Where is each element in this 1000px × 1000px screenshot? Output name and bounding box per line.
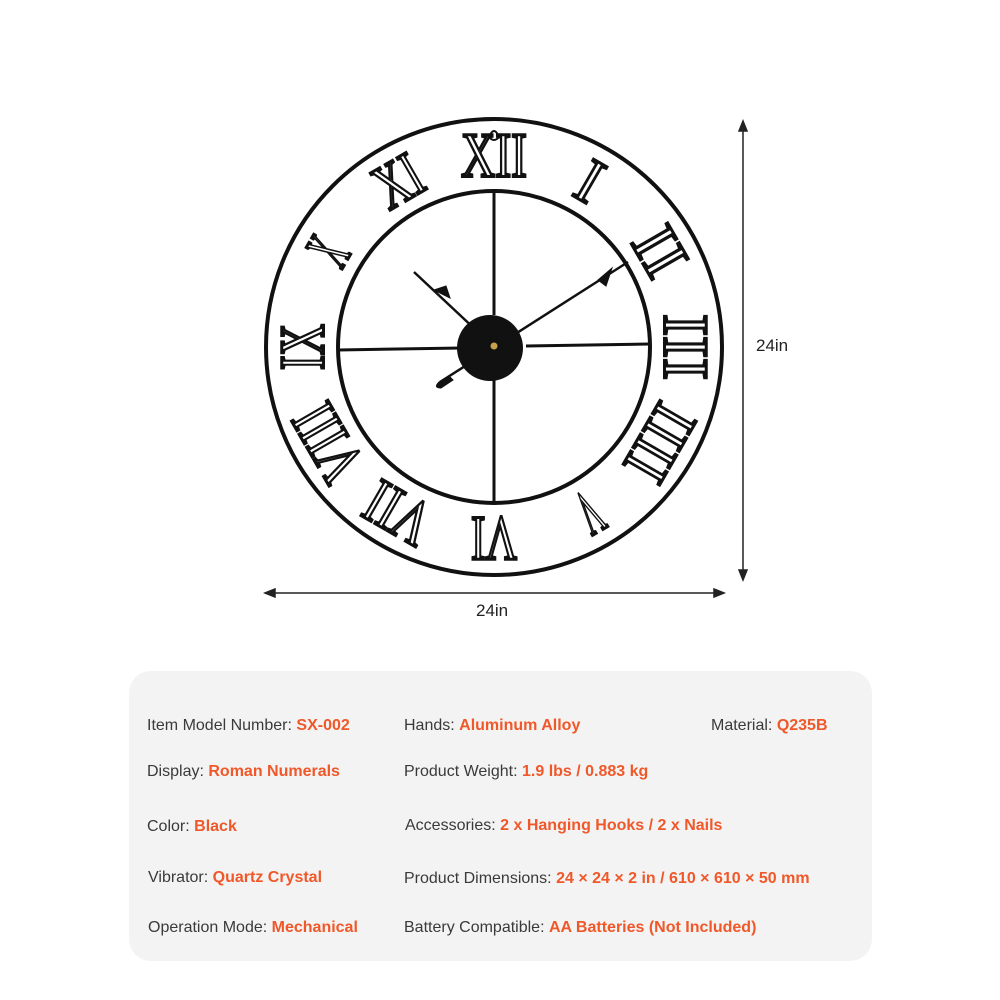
spec-operation-mode-value: Mechanical [271, 919, 358, 936]
spoke-horizontal-left [338, 348, 462, 350]
numeral-iiii: IIII [606, 391, 711, 501]
spec-color [147, 818, 237, 836]
numeral-xi: XI [360, 127, 455, 223]
spec-vibrator [148, 869, 322, 887]
height-label: 24in [756, 336, 789, 355]
spec-battery-label: Battery Compatible: [404, 919, 545, 936]
center-hub [457, 315, 523, 381]
spec-display-label: Display: [147, 763, 204, 780]
spec-accessories [405, 817, 722, 835]
spec-accessories-label: Accessories: [405, 817, 496, 834]
numeral-xii: XII [461, 119, 527, 191]
spec-weight-value: 1.9 lbs / 0.883 kg [522, 763, 649, 780]
spec-display-value: Roman Numerals [208, 763, 340, 780]
spec-hands-value: Aluminum Alloy [459, 717, 581, 734]
spec-display [147, 763, 340, 781]
spec-material-label: Material: [711, 717, 773, 734]
width-label: 24in [476, 601, 509, 620]
numeral-ii: II [618, 213, 701, 286]
spec-vibrator-value: Quartz Crystal [212, 869, 323, 886]
spec-model-value: SX-002 [296, 717, 350, 734]
spec-material [711, 717, 828, 735]
spec-battery [404, 919, 756, 937]
spec-operation-mode [148, 919, 358, 937]
numeral-vi: VI [471, 503, 517, 575]
clock-hands [414, 262, 628, 388]
spec-weight-label: Product Weight: [404, 763, 518, 780]
spec-model-label: Item Model Number: [147, 717, 292, 734]
spec-color-label: Color: [147, 818, 190, 835]
spec-weight [404, 763, 648, 781]
spec-accessories-value: 2 x Hanging Hooks / 2 x Nails [500, 817, 723, 834]
numeral-vii: VII [331, 454, 445, 561]
spec-product-dimensions-label: Product Dimensions: [404, 870, 552, 887]
numeral-x: X [291, 201, 377, 278]
minute-hand-spade [598, 268, 612, 286]
spec-battery-value: AA Batteries (Not Included) [548, 919, 757, 936]
spec-color-value: Black [194, 818, 237, 835]
spoke-horizontal-right [526, 344, 650, 346]
spec-model [147, 717, 350, 735]
spec-operation-mode-label: Operation Mode: [148, 919, 268, 936]
spec-vibrator-label: Vibrator: [148, 869, 209, 886]
center-spindle [491, 343, 498, 350]
spec-hands [404, 717, 580, 735]
spec-product-dimensions-value: 24 × 24 × 2 in / 610 × 610 × 50 mm [556, 870, 810, 887]
numeral-i: I [563, 144, 618, 218]
specifications-panel [129, 671, 872, 961]
spec-material-value: Q235B [776, 717, 828, 734]
width-dimension-arrow [265, 589, 724, 597]
height-dimension-arrow [739, 121, 747, 580]
spec-product-dimensions [404, 870, 810, 888]
numeral-viii: VIII [261, 363, 378, 495]
numeral-v: V [540, 477, 617, 563]
numeral-iii: III [650, 314, 722, 378]
numeral-ix: IX [266, 302, 338, 370]
spec-hands-label: Hands: [404, 717, 455, 734]
